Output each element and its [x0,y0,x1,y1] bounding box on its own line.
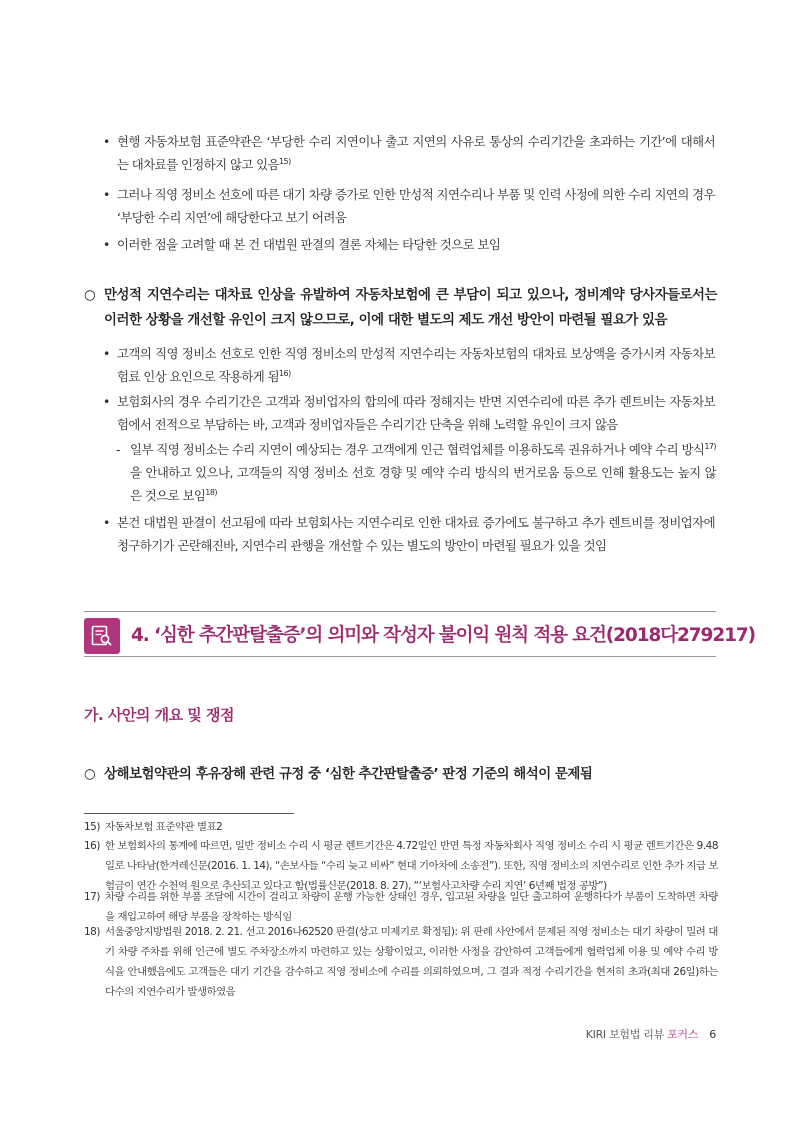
page-number: 6 [709,1028,716,1041]
footnote-rule [84,813,294,814]
page-footer [586,1027,716,1043]
footnote-text: 자동차보험 표준약관 별표2 [105,821,223,833]
footnote-text: 한 보험회사의 통계에 따르면, 일반 정비소 수리 시 평균 렌트기간은 4.72일인 반면 특정 자동차회사 직영 정비소 수리 시 평균 렌트기간은 9.48일로 나타남(한겨레신문(2016. 1. 14), “손보사들 “수리 늦고 비싸” 현대 기아차에 소송전”). 또한, 직영 정비소의 지연수리로 인한 추가 지급 보험금이 연간 수천억 원으로 추산되고 있다고 함(법률신문(2018. 8. 27), “‘보험사고차량 수리 지연’ 6년째 법정 공방”) [105,840,718,892]
bullet-marker: • [103,394,110,409]
bullet-text: 그러나 직영 정비소 선호에 따른 대기 차량 증가로 인한 만성적 지연수리나 부품 및 인력 사정에 의한 수리 지연의 경우 ‘부당한 수리 지연’에 해당한다고 보기 어려움 [117,187,715,225]
key-point-text: 만성적 지연수리는 대차료 인상을 유발하여 자동차보험에 큰 부담이 되고 있으나, 정비계약 당사자들로서는 이러한 상황을 개선할 유인이 크지 않으므로, 이에 대한 별도의 제도 개선 방안이 마련될 필요가 있음 [104,288,717,328]
bullet-item [103,233,715,256]
footnote-number: 17) [84,891,100,903]
dash-marker: - [116,442,120,457]
bullet-item [103,130,715,176]
circle-marker: ○ [84,288,96,303]
section-rule-bottom [84,656,716,657]
bullet-marker: • [103,515,110,530]
bullet-text: 현행 자동차보험 표준약관은 ‘부당한 수리 지연이나 출고 지연의 사유로 통상의 수리기간을 초과하는 기간’에 대해서는 대차료를 인정하지 않고 있음 [117,134,715,172]
subsection-title: 가. 사안의 개요 및 쟁점 [84,706,234,724]
bullet-text: 본건 대법원 판결이 선고됨에 따라 보험회사는 지연수리로 인한 대차료 증가에도 불구하고 추가 렌트비를 정비업자에 청구하기가 곤란해진바, 지연수리 관행을 개선할 수 있는 별도의 방안이 마련될 필요가 있을 것임 [117,515,715,553]
dash-item [116,438,716,507]
bullet-item [103,342,715,388]
bullet-text: 고객의 직영 정비소 선호로 인한 직영 정비소의 만성적 지연수리는 자동차보험의 대차료 보상액을 증가시켜 자동차보험료 인상 요인으로 작용하게 됨 [117,346,715,384]
footnote-text: 서울중앙지방법원 2018. 2. 21. 선고 2016나62520 판결(상고 미제기로 확정됨): 위 판례 사안에서 문제된 직영 정비소는 대기 차량이 밀려 대기 차량 주차를 위해 인근에 별도 주차장소까지 마련하고 있는 상황이었고, 이러한 사정을 감안하여 고객들에게 협력업체 이용 및 예약 수리 방식을 안내했음에도 고객들은 대기 기간을 감수하고 직영 정비소에 수리를 의뢰하였으며, 그 결과 적정 수리기간을 현저히 초과(최대 26일)하는 다수의 지연수리가 발생하였음 [105,926,718,998]
footnote-ref[interactable]: 15) [279,156,291,166]
bullet-item [103,183,715,229]
footnote-number: 16) [84,840,100,852]
footer-section: 포커스 [667,1028,699,1041]
footnote [84,887,718,927]
dash-text-part2: 을 안내하고 있으나, 고객들의 직영 정비소 선호 경향 및 예약 수리 방식의 번거로움 등으로 인해 활용도는 높지 않은 것으로 보임 [130,465,716,503]
footnote-ref[interactable]: 17) [704,441,716,451]
footnote [84,922,718,1002]
section-rule-top [84,611,716,612]
bullet-marker: • [103,134,110,149]
key-point [84,762,717,787]
bullet-item [103,390,715,436]
dash-text-part1: 일부 직영 정비소는 수리 지연이 예상되는 경우 고객에게 인근 협력업체를 이용하도록 권유하거나 예약 수리 방식 [130,442,705,457]
key-point [84,283,717,333]
bullet-text: 보험회사의 경우 수리기간은 고객과 정비업자의 합의에 따라 정해지는 반면 지연수리에 따른 추가 렌트비는 자동차보험에서 전적으로 부담하는 바, 고객과 정비업자들은 수리기간 단축을 위해 노력할 유인이 크지 않음 [117,394,715,432]
key-point-text: 상해보험약관의 후유장해 관련 규정 중 ‘심한 추간판탈출증’ 판정 기준의 해석이 문제됨 [104,767,593,782]
footnote-number: 15) [84,821,100,833]
bullet-text: 이러한 점을 고려할 때 본 건 대법원 판결의 결론 자체는 타당한 것으로 보임 [117,237,501,252]
footnote [84,817,718,837]
document-search-icon [84,618,120,654]
bullet-item [103,511,715,557]
bullet-marker: • [103,237,110,252]
bullet-marker: • [103,346,110,361]
footer-brand: KIRI 보험법 리뷰 [585,1028,664,1041]
footnote-text: 차량 수리를 위한 부품 조달에 시간이 걸리고 차량이 운행 가능한 상태인 경우, 입고된 차량을 일단 출고하여 운행하다가 부품이 도착하면 차량을 재입고하여 해당 부품을 장착하는 방식임 [105,891,718,923]
footnote-ref[interactable]: 18) [205,487,217,497]
footnote-number: 18) [84,926,100,938]
bullet-marker: • [103,187,110,202]
circle-marker: ○ [84,767,96,782]
section-title: 4. ‘심한 추간판탈출증’의 의미와 작성자 불이익 원칙 적용 요건(2018다279217) [131,625,755,646]
footnote-ref[interactable]: 16) [279,368,291,378]
